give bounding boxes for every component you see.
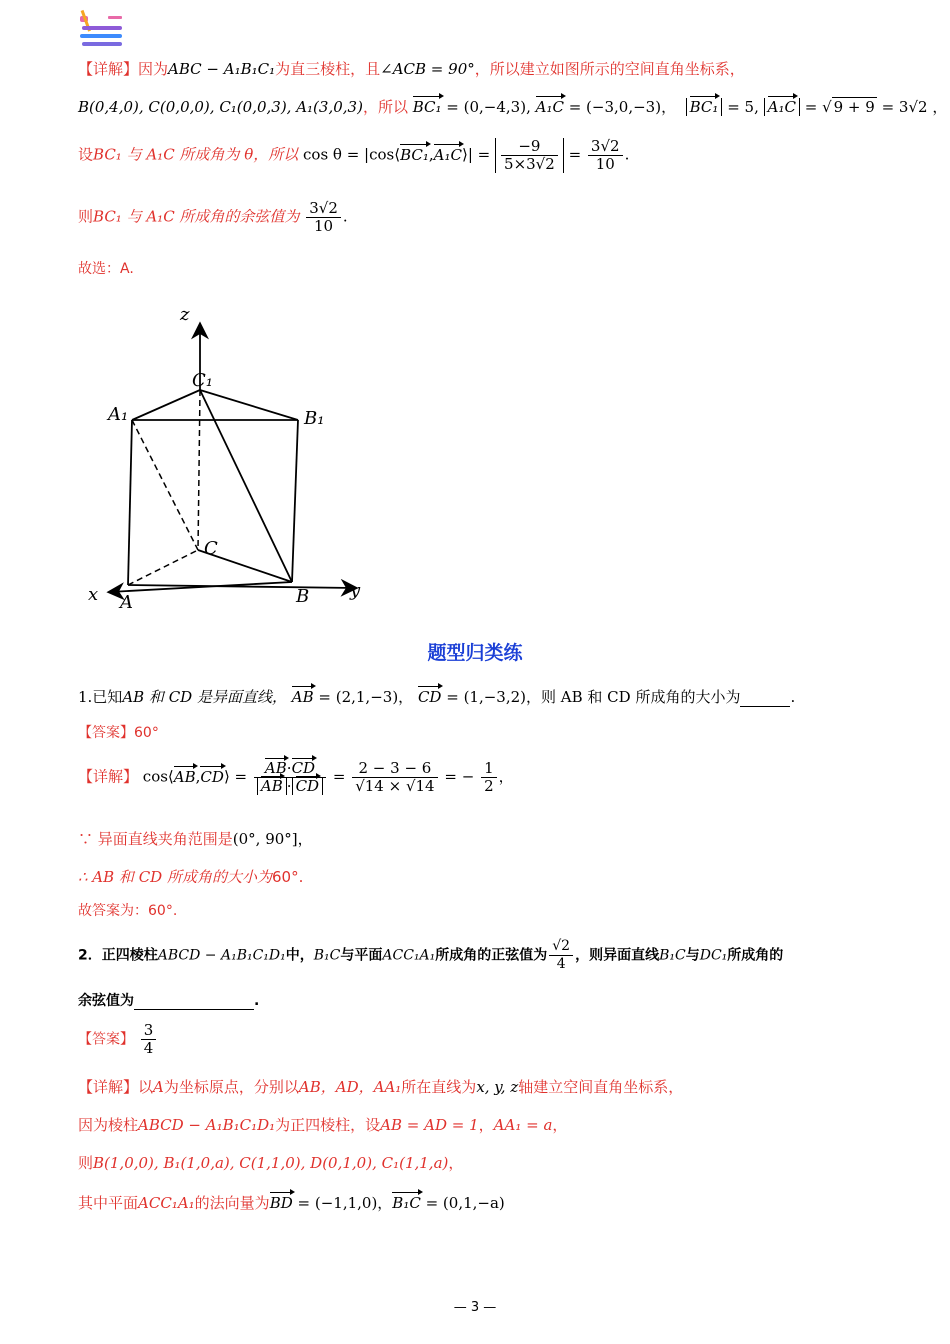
magnitude-bc1: BC₁ <box>689 98 719 116</box>
text: 以 <box>138 1078 154 1096</box>
text: 其中平面 <box>78 1194 139 1212</box>
math: DC₁ <box>699 947 728 964</box>
coordinates: B(0,4,0), C(0,0,0), C₁(0,0,3), A₁(3,0,3) <box>78 98 363 116</box>
math: (0°, 90°] <box>232 830 298 848</box>
math: AA₁ = a <box>493 1116 553 1134</box>
text: 所在直线为 <box>401 1078 477 1096</box>
logo <box>78 8 128 48</box>
fraction: $\frac{2 - 3 - 6}{√14 \times √14}$ <box>352 760 437 795</box>
label-z: z <box>180 304 190 325</box>
prism-figure <box>80 300 380 620</box>
edge-a1c1 <box>132 390 200 420</box>
math: ⟩ = <box>223 767 248 786</box>
detail-line-1 <box>78 58 745 79</box>
math: , <box>428 145 434 164</box>
math: . <box>342 207 348 226</box>
text: . <box>790 688 796 706</box>
vector-a1c: A₁C <box>433 145 462 164</box>
math: ， <box>498 767 514 786</box>
text: 设 <box>78 145 94 164</box>
answer-blank <box>740 688 790 707</box>
math: ⟩| = <box>462 145 491 164</box>
q1-final: 故答案为：60°. <box>78 903 178 919</box>
fraction: $\frac{3√2}{10}$ <box>588 138 623 173</box>
math: x, y, z <box>476 1078 519 1096</box>
detail-line-3 <box>78 138 629 173</box>
math: , <box>195 767 201 786</box>
text: ，则异面直线 <box>575 947 660 964</box>
text: ，所以 <box>362 98 408 116</box>
q2-detail-1 <box>78 1076 683 1097</box>
text: ， <box>552 1116 568 1134</box>
math: cos⟨ <box>142 767 174 786</box>
text: 因为 <box>138 60 169 78</box>
text: ，所以建立如图所示的空间直角坐标系， <box>474 60 745 78</box>
math: = (2,1,−3)， <box>313 688 414 706</box>
math: ABCD − A₁B₁C₁D₁ <box>157 947 286 964</box>
math: ∠ACB = 90° <box>380 60 475 78</box>
math: . <box>624 145 630 164</box>
fraction: $\frac{√2}{4}$ <box>549 938 573 973</box>
answer-value: 60° <box>134 725 159 741</box>
q2-stem-1 <box>78 938 783 973</box>
books-pencil-logo-icon <box>78 8 128 48</box>
text: 所成角的正弦值为 <box>435 947 548 964</box>
text: 因为棱柱 <box>78 1116 139 1134</box>
math: B₁C <box>659 947 686 964</box>
math: cos θ = |cos⟨ <box>303 145 401 164</box>
text: BC₁ 与 A₁C 所成角的余弦值为 <box>93 207 300 226</box>
q1-answer <box>78 722 159 742</box>
vector-b1c: B₁C <box>392 1194 421 1212</box>
text: 为坐标原点，分别以 <box>163 1078 299 1096</box>
page-number: — 3 — <box>453 1300 497 1315</box>
text: 与 <box>685 947 700 964</box>
math: ABC − A₁B₁C₁ <box>168 60 276 78</box>
vector-bc1: BC₁ <box>412 98 442 116</box>
math: AB，AD，AA₁ <box>298 1078 402 1096</box>
text: BC₁ 与 A₁C 所成角为 θ，所以 <box>93 145 299 164</box>
detail-tag: 【详解】 <box>78 1078 139 1096</box>
text: 中， <box>285 947 314 964</box>
math: A <box>153 1078 164 1096</box>
text: 为正四棱柱，设 <box>275 1116 381 1134</box>
q2-stem-2 <box>78 990 259 1010</box>
math: = − <box>439 767 475 786</box>
edge-c1c <box>198 390 200 550</box>
label-a1: A₁ <box>108 404 129 425</box>
q1-stem <box>78 686 795 707</box>
math: = <box>799 98 823 116</box>
q1-therefore <box>78 866 303 887</box>
label-b1: B₁ <box>304 408 325 429</box>
prism-diagram <box>80 300 380 620</box>
vector-ab: AB <box>173 767 196 786</box>
vector-cd: CD <box>200 767 224 786</box>
detail-line-4 <box>78 200 348 235</box>
fraction: $\frac{AB\cdot CD}{AB \cdot CD}$ <box>254 760 326 795</box>
q2-detail-2 <box>78 1114 567 1135</box>
math: = (−3,0,−3)， <box>563 98 677 116</box>
text: 与平面 <box>340 947 383 964</box>
detail-tag: 【详解】 <box>78 767 139 786</box>
math: = (0,1,−a) <box>420 1194 505 1212</box>
detail-tag: 【详解】 <box>78 60 139 78</box>
answer-fraction: $\frac{3}{4}$ <box>141 1022 157 1057</box>
fraction: $\frac{-9}{5\times 3√2}$ <box>501 138 558 173</box>
math: = 3√2 ， <box>876 98 948 116</box>
vector-ab: AB <box>291 688 314 706</box>
vector-cd: CD <box>417 688 442 706</box>
text: 为直三棱柱，且 <box>275 60 381 78</box>
math: B(1,0,0), B₁(1,0,a), C(1,1,0), D(0,1,0), C₁(1,1,a) <box>93 1154 449 1172</box>
math: AB = AD = 1 <box>380 1116 479 1134</box>
text: 1.已知 <box>78 688 123 706</box>
sqrt: 9 + 9 <box>833 98 875 116</box>
fraction: $\frac{3√2}{10}$ <box>306 200 341 235</box>
answer-tag: 【答案】 <box>78 725 134 741</box>
text: . <box>254 993 260 1009</box>
vector-a1c: A₁C <box>535 98 564 116</box>
label-y: y <box>350 580 361 601</box>
detail-line-2: B(0,4,0), C(0,0,0), C₁(0,0,3), A₁(3,0,3)，所以 BC₁ = (0,−4,3), A₁C = (−3,0,−3)， BC₁ = 5, A₁C = √ 9 + 9 = 3√2 ， <box>78 98 948 116</box>
q1-because <box>78 828 313 849</box>
vector-bd: BD <box>269 1194 293 1212</box>
text: 余弦值为 <box>78 993 134 1009</box>
math: = (1,−3,2)，则 AB 和 CD 所成角的大小为 <box>441 688 741 706</box>
math: ACC₁A₁ <box>382 947 436 964</box>
q2-answer <box>78 1022 158 1057</box>
q2-detail-4 <box>78 1192 505 1213</box>
math: = (−1,1,0)， <box>292 1194 393 1212</box>
math: ACC₁A₁ <box>138 1194 195 1212</box>
q1-detail <box>78 760 514 795</box>
vector-bc1: BC₁ <box>400 145 429 164</box>
label-c1: C₁ <box>192 370 213 391</box>
text: ∵ 异面直线夹角范围是 <box>78 830 233 848</box>
diag-a1c <box>132 420 198 550</box>
section-title: 题型归类练 <box>427 642 523 664</box>
answer-tag: 【答案】 <box>78 1031 134 1048</box>
detail-line-5: 故选：A. <box>78 261 134 277</box>
math: = <box>328 767 346 786</box>
text: ， <box>478 1116 494 1134</box>
math: = <box>563 145 582 164</box>
edge-a1a <box>128 420 132 585</box>
edge-b1b <box>292 420 298 582</box>
math: = (0,−4,3), <box>441 98 531 116</box>
text: ， <box>448 1154 464 1172</box>
math: = 5, <box>722 98 759 116</box>
text: 轴建立空间直角坐标系， <box>518 1078 684 1096</box>
q2-detail-3 <box>78 1152 463 1173</box>
math: ABCD − A₁B₁C₁D₁ <box>138 1116 276 1134</box>
text: 的法向量为 <box>194 1194 270 1212</box>
label-b: B <box>296 586 310 607</box>
label-c: C <box>204 538 218 559</box>
text: 则 <box>78 207 94 226</box>
text: 60°. <box>271 868 304 886</box>
text: AB 和 CD 是异面直线， <box>122 688 287 706</box>
label-a: A <box>120 592 133 613</box>
text: ， <box>297 830 313 848</box>
edge-ac <box>128 550 198 585</box>
text: 所成角的 <box>727 947 784 964</box>
fraction: $\frac{1}{2}$ <box>481 760 497 795</box>
text: ∴ AB 和 CD 所成角的大小为 <box>78 868 272 886</box>
text: 则 <box>78 1154 94 1172</box>
label-x: x <box>88 584 99 605</box>
edge-c1b1 <box>200 390 298 420</box>
answer-blank <box>134 993 254 1010</box>
text: 2．正四棱柱 <box>78 947 158 964</box>
magnitude-a1c: A₁C <box>767 98 796 116</box>
math: B₁C <box>313 947 341 964</box>
